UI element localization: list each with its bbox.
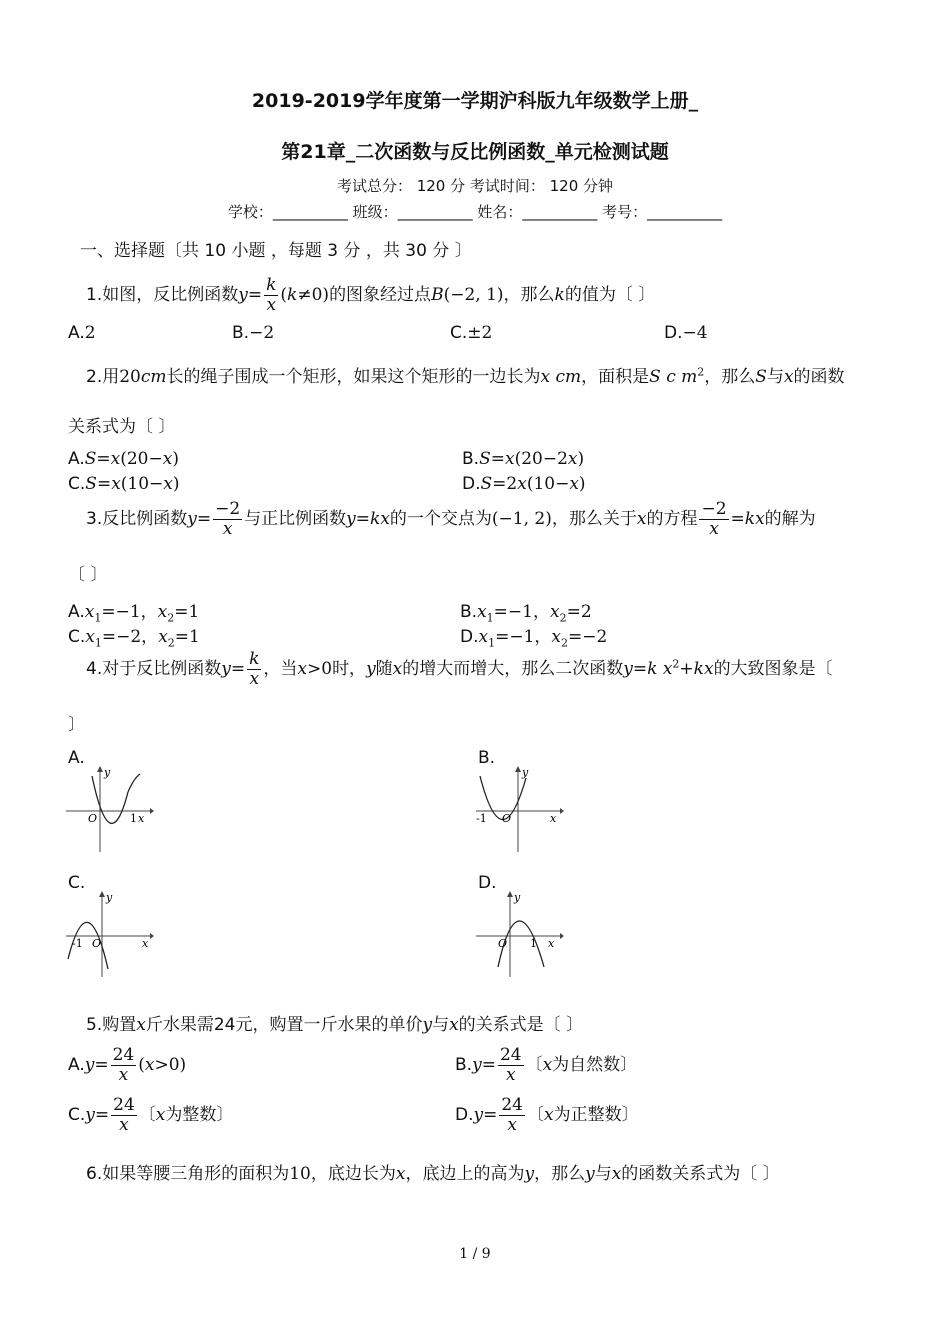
svg-text:x: x xyxy=(142,937,149,950)
graph-option-a xyxy=(64,764,154,854)
q3-option-c: $C.x_1=-2$，$x_2=1$ xyxy=(68,627,200,650)
svg-text:y: y xyxy=(522,766,529,779)
svg-text:y: y xyxy=(104,766,111,779)
q4-option-c-label: C. xyxy=(68,873,86,893)
q1-option-c: C.±2 xyxy=(450,323,493,343)
svg-text:O: O xyxy=(502,812,512,825)
q5-option-b: B.y= $\frac{24}{x}$ 〔x为自然数〕 xyxy=(455,1045,638,1085)
page-number: 1 / 9 xyxy=(459,1246,491,1262)
q2-option-c: C.S=x(10−x) xyxy=(68,474,180,494)
svg-text:y: y xyxy=(106,891,113,904)
graph-option-d xyxy=(474,889,564,979)
svg-text:x: x xyxy=(548,937,555,950)
question-2-line-2: 关系式为〔 〕 xyxy=(68,417,176,437)
svg-text:1: 1 xyxy=(530,937,537,950)
svg-text:O: O xyxy=(92,937,102,950)
question-2: 2.用20cm长的绳子围成一个矩形，如果这个矩形的一边长为x cm，面积是S c $m^2$，那么S与x的函数 xyxy=(86,365,845,387)
svg-text:O: O xyxy=(498,937,508,950)
svg-text:y: y xyxy=(514,891,521,904)
q3-option-d: $D.x_1=-1$，$x_2=-2$ xyxy=(460,627,608,650)
svg-text:x: x xyxy=(550,812,557,825)
svg-text:O: O xyxy=(88,812,98,825)
q3-option-a: $A.x_1=-1$，$x_2=1$ xyxy=(68,602,200,625)
q1-option-b: B.−2 xyxy=(232,323,275,343)
question-3: 3.反比例函数y= $\frac{-2}{x}$ 与正比例函数y=kx的一个交点为(−1, 2)，那么关于x的方程 $\frac{-2}{x}$ =kx的解为 xyxy=(86,499,816,539)
graph-option-b xyxy=(474,764,564,854)
title-line-2: 第21章_二次函数与反比例函数_单元检测试题 xyxy=(281,141,669,163)
svg-text:-1: -1 xyxy=(72,937,83,950)
question-1: 1.如图，反比例函数y= $\frac{k}{x}$ (k≠0)的图象经过点B(−2, 1)，那么k的值为〔 〕 xyxy=(86,275,656,315)
q5-option-c: C.y= $\frac{24}{x}$ 〔x为整数〕 xyxy=(68,1095,234,1135)
section-heading: 一、选择题〔共 10 小题 ，每题 3 分 ，共 30 分 〕 xyxy=(80,241,472,261)
svg-text:-1: -1 xyxy=(476,812,487,825)
exam-info: 考试总分： 120 分 考试时间： 120 分钟 xyxy=(336,177,614,195)
svg-text:x: x xyxy=(138,812,145,825)
q1-option-a: A.2 xyxy=(68,323,96,343)
question-4-line-2: 〕 xyxy=(68,715,85,735)
q4-option-d-label: D. xyxy=(478,873,497,893)
question-6: 6.如果等腰三角形的面积为10，底边长为x，底边上的高为y，那么y与x的函数关系式为〔 〕 xyxy=(86,1164,780,1184)
svg-text:1: 1 xyxy=(130,812,137,825)
title-line-1: 2019-2019学年度第一学期沪科版九年级数学上册_ xyxy=(251,90,699,112)
q2-option-a: A.S=x(20−x) xyxy=(68,449,179,469)
q4-option-b-label: B. xyxy=(478,748,496,768)
q5-option-d: D.y= $\frac{24}{x}$ 〔x为正整数〕 xyxy=(455,1095,639,1135)
q3-option-b: $B.x_1=-1$，$x_2=2$ xyxy=(460,602,592,625)
question-4: 4.对于反比例函数y= $\frac{k}{x}$ ，当x>0时，y随x的增大而增大，那么二次函数y=k $x^2+kx$的大致图象是〔 xyxy=(86,649,833,689)
q1-option-d: D.−4 xyxy=(664,323,708,343)
graph-option-c xyxy=(64,889,154,979)
question-5: 5.购置x斤水果需24元，购置一斤水果的单价y与x的关系式是〔 〕 xyxy=(86,1015,584,1035)
q2-option-b: B.S=x(20−2x) xyxy=(462,449,585,469)
q5-option-a: A.y= $\frac{24}{x}$ (x>0) xyxy=(68,1045,187,1085)
q2-option-d: D.S=2x(10−x) xyxy=(462,474,586,494)
student-fields: 学校：__________ 班级：__________ 姓名：__________ 考号：__________ xyxy=(227,203,723,221)
q4-option-a-label: A. xyxy=(68,748,85,768)
question-3-line-2: 〔 〕 xyxy=(68,565,108,585)
